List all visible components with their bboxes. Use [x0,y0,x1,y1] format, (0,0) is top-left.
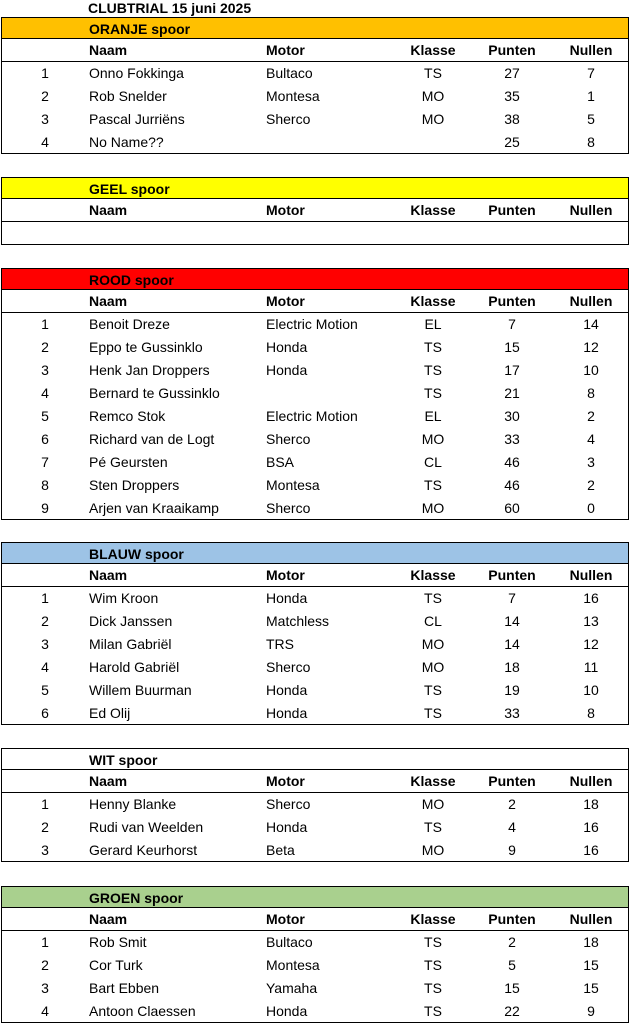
table-row [1,793,629,816]
section-groen [1,886,629,1023]
cell-klasse: CL [424,613,442,629]
cell-punten: 4 [508,819,516,835]
cell-motor: Yamaha [266,980,318,996]
cell-motor: Sherco [266,659,311,675]
cell-punten: 33 [504,431,520,447]
table-row [1,816,629,839]
cell-naam: Willem Buurman [89,682,192,698]
column-header-motor: Motor [266,202,305,218]
cell-punten: 33 [504,705,520,721]
cell-pos: 2 [41,957,49,973]
cell-naam: Henny Blanke [89,796,177,812]
cell-pos: 9 [41,500,49,516]
cell-klasse: TS [424,362,442,378]
cell-naam: Dick Janssen [89,613,173,629]
column-header-motor: Motor [266,42,305,58]
table-row [1,839,629,862]
cell-naam: Pé Geursten [89,454,168,470]
cell-punten: 14 [504,636,520,652]
cell-klasse: EL [424,408,442,424]
cell-punten: 17 [504,362,520,378]
column-header-motor: Motor [266,567,305,583]
column-header-motor: Motor [266,293,305,309]
cell-nullen: 4 [587,431,595,447]
cell-pos: 1 [41,316,49,332]
cell-punten: 22 [504,1003,520,1019]
cell-motor: TRS [266,636,294,652]
column-header-klasse: Klasse [410,42,456,58]
table-row [1,451,629,474]
cell-klasse: MO [421,659,445,675]
cell-punten: 30 [504,408,520,424]
cell-naam: No Name?? [89,134,164,150]
cell-punten: 19 [504,682,520,698]
cell-pos: 2 [41,819,49,835]
column-header-nullen: Nullen [569,911,613,927]
column-header-nullen: Nullen [569,42,613,58]
cell-motor: Sherco [266,111,311,127]
cell-motor: Matchless [266,613,330,629]
page-title: CLUBTRIAL 15 juni 2025 [88,0,252,16]
cell-nullen: 2 [587,408,595,424]
cell-klasse: CL [424,454,442,470]
cell-motor: Honda [266,819,308,835]
column-header-punten: Punten [488,202,536,218]
section-oranje [1,17,629,154]
table-row [1,428,629,451]
cell-punten: 21 [504,385,520,401]
column-header-naam: Naam [89,567,128,583]
cell-pos: 3 [41,362,49,378]
table-row [1,656,629,679]
empty-row [1,222,629,245]
cell-naam: Wim Kroon [89,590,159,606]
cell-pos: 2 [41,613,49,629]
cell-motor: Montesa [266,477,320,493]
cell-pos: 1 [41,934,49,950]
cell-klasse: TS [424,682,442,698]
cell-klasse: TS [424,934,442,950]
cell-punten: 15 [504,980,520,996]
cell-nullen: 12 [583,636,599,652]
column-header-row [1,290,629,313]
table-row [1,702,629,725]
cell-naam: Arjen van Kraaikamp [89,500,219,516]
section-geel [1,177,629,245]
table-row [1,405,629,428]
section-rood [1,268,629,520]
table-row [1,336,629,359]
cell-nullen: 12 [583,339,599,355]
cell-motor: BSA [266,454,295,470]
cell-nullen: 16 [583,842,599,858]
cell-naam: Harold Gabriël [89,659,180,675]
cell-motor: Honda [266,682,308,698]
section-wit [1,748,629,862]
cell-naam: Henk Jan Droppers [89,362,210,378]
cell-pos: 1 [41,796,49,812]
cell-naam: Rob Snelder [89,88,167,104]
cell-punten: 7 [508,316,516,332]
table-row [1,610,629,633]
cell-punten: 18 [504,659,520,675]
cell-naam: Bart Ebben [89,980,160,996]
cell-punten: 2 [508,934,516,950]
column-header-punten: Punten [488,911,536,927]
cell-naam: Richard van de Logt [89,431,215,447]
cell-punten: 9 [508,842,516,858]
cell-pos: 7 [41,454,49,470]
cell-nullen: 11 [583,659,599,675]
cell-pos: 6 [41,705,49,721]
cell-nullen: 18 [583,934,599,950]
section-title: BLAUW spoor [89,546,184,562]
cell-punten: 25 [504,134,520,150]
column-header-row [1,564,629,587]
section-title: WIT spoor [89,752,158,768]
column-header-nullen: Nullen [569,293,613,309]
cell-nullen: 16 [583,590,599,606]
cell-naam: Bernard te Gussinklo [89,385,220,401]
section-blauw [1,542,629,725]
cell-klasse: MO [421,88,445,104]
table-row [1,587,629,610]
table-row [1,474,629,497]
cell-punten: 27 [504,65,520,81]
cell-nullen: 2 [587,477,595,493]
table-row [1,931,629,954]
cell-pos: 3 [41,842,49,858]
cell-naam: Pascal Jurriëns [89,111,185,127]
cell-klasse: MO [421,636,445,652]
cell-nullen: 18 [583,796,599,812]
cell-pos: 2 [41,339,49,355]
cell-klasse: TS [424,65,442,81]
cell-motor: Honda [266,362,308,378]
cell-motor: Sherco [266,796,311,812]
cell-pos: 4 [41,659,49,675]
cell-nullen: 0 [587,500,595,516]
table-row [1,497,629,520]
cell-pos: 3 [41,636,49,652]
cell-motor: Bultaco [266,65,313,81]
cell-nullen: 16 [583,819,599,835]
section-title: ORANJE spoor [89,21,191,37]
cell-pos: 3 [41,111,49,127]
cell-klasse: TS [424,339,442,355]
cell-naam: Gerard Keurhorst [89,842,198,858]
cell-naam: Benoit Dreze [89,316,170,332]
cell-naam: Rudi van Weelden [89,819,204,835]
cell-klasse: MO [421,111,445,127]
column-header-naam: Naam [89,42,128,58]
cell-pos: 5 [41,408,49,424]
cell-naam: Rob Smit [89,934,147,950]
cell-pos: 8 [41,477,49,493]
table-row [1,359,629,382]
column-header-klasse: Klasse [410,911,456,927]
cell-klasse: EL [424,316,442,332]
cell-motor: Electric Motion [266,408,358,424]
column-header-punten: Punten [488,42,536,58]
cell-klasse: MO [421,796,445,812]
cell-nullen: 9 [587,1003,595,1019]
cell-klasse: MO [421,842,445,858]
cell-nullen: 5 [587,111,595,127]
cell-punten: 2 [508,796,516,812]
cell-motor: Bultaco [266,934,313,950]
cell-naam: Milan Gabriël [89,636,172,652]
column-header-row [1,39,629,62]
cell-motor: Honda [266,1003,308,1019]
cell-naam: Antoon Claessen [89,1003,196,1019]
cell-naam: Sten Droppers [89,477,180,493]
cell-pos: 4 [41,134,49,150]
cell-punten: 7 [508,590,516,606]
cell-pos: 3 [41,980,49,996]
cell-klasse: TS [424,385,442,401]
cell-nullen: 10 [583,682,599,698]
cell-nullen: 3 [587,454,595,470]
section-band [1,886,629,908]
cell-klasse: TS [424,819,442,835]
cell-klasse: TS [424,477,442,493]
cell-nullen: 8 [587,134,595,150]
section-title: ROOD spoor [89,272,174,288]
table-row [1,977,629,1000]
section-band [1,17,629,39]
cell-pos: 6 [41,431,49,447]
section-band [1,268,629,290]
cell-naam: Ed Olij [89,705,131,721]
cell-motor: Electric Motion [266,316,358,332]
column-header-punten: Punten [488,293,536,309]
cell-nullen: 15 [583,957,599,973]
column-header-row [1,199,629,222]
column-header-nullen: Nullen [569,202,613,218]
table-row [1,108,629,131]
cell-punten: 60 [504,500,520,516]
column-header-row [1,770,629,793]
cell-klasse: TS [424,980,442,996]
column-header-naam: Naam [89,202,128,218]
cell-nullen: 14 [583,316,599,332]
column-header-naam: Naam [89,911,128,927]
section-title: GROEN spoor [89,890,184,906]
cell-pos: 4 [41,385,49,401]
cell-klasse: MO [421,431,445,447]
cell-punten: 46 [504,454,520,470]
cell-naam: Remco Stok [89,408,166,424]
cell-punten: 5 [508,957,516,973]
column-header-naam: Naam [89,293,128,309]
cell-klasse: TS [424,590,442,606]
cell-klasse: TS [424,957,442,973]
cell-naam: Onno Fokkinga [89,65,184,81]
cell-nullen: 7 [587,65,595,81]
cell-punten: 46 [504,477,520,493]
column-header-nullen: Nullen [569,567,613,583]
cell-punten: 14 [504,613,520,629]
section-band [1,177,629,199]
section-band [1,542,629,564]
column-header-klasse: Klasse [410,567,456,583]
column-header-punten: Punten [488,773,536,789]
cell-pos: 5 [41,682,49,698]
cell-klasse: MO [421,500,445,516]
table-row [1,131,629,154]
table-row [1,85,629,108]
cell-naam: Cor Turk [89,957,143,973]
cell-klasse: TS [424,1003,442,1019]
cell-pos: 4 [41,1003,49,1019]
column-header-klasse: Klasse [410,293,456,309]
table-row [1,954,629,977]
column-header-klasse: Klasse [410,202,456,218]
cell-punten: 38 [504,111,520,127]
column-header-punten: Punten [488,567,536,583]
cell-nullen: 10 [583,362,599,378]
column-header-naam: Naam [89,773,128,789]
cell-motor: Honda [266,705,308,721]
table-row [1,382,629,405]
table-row [1,62,629,85]
cell-nullen: 1 [587,88,595,104]
cell-nullen: 13 [583,613,599,629]
cell-nullen: 8 [587,385,595,401]
cell-naam: Eppo te Gussinklo [89,339,203,355]
column-header-nullen: Nullen [569,773,613,789]
cell-nullen: 8 [587,705,595,721]
cell-pos: 1 [41,65,49,81]
cell-punten: 15 [504,339,520,355]
table-row [1,633,629,656]
cell-punten: 35 [504,88,520,104]
cell-motor: Sherco [266,500,311,516]
cell-klasse: TS [424,705,442,721]
cell-nullen: 15 [583,980,599,996]
column-header-motor: Motor [266,911,305,927]
cell-motor: Beta [266,842,295,858]
column-header-klasse: Klasse [410,773,456,789]
section-title: GEEL spoor [89,181,170,197]
column-header-motor: Motor [266,773,305,789]
cell-pos: 1 [41,590,49,606]
cell-pos: 2 [41,88,49,104]
column-header-row [1,908,629,931]
table-row [1,679,629,702]
cell-motor: Montesa [266,957,320,973]
cell-motor: Honda [266,590,308,606]
table-row [1,313,629,336]
cell-motor: Sherco [266,431,311,447]
cell-motor: Honda [266,339,308,355]
cell-motor: Montesa [266,88,320,104]
table-row [1,1000,629,1023]
section-band [1,748,629,770]
